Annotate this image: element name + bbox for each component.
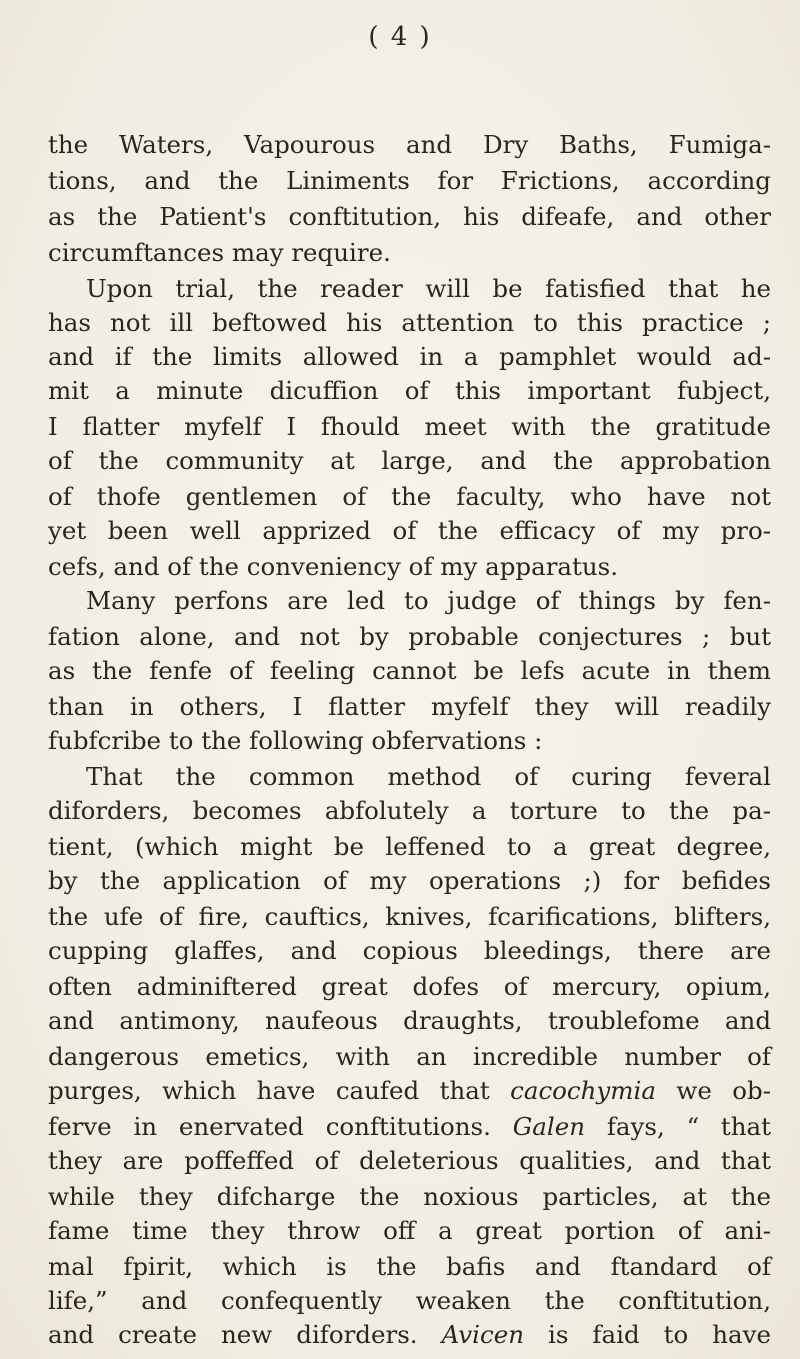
text-line: as the Patient's conftitution, his difeafe, and other <box>48 202 771 231</box>
italic-name: Galen <box>512 1112 586 1141</box>
text-line: often adminiftered great dofes of mercury, opium, <box>48 972 771 1001</box>
text-segment: we ob- <box>655 1076 771 1105</box>
text-line: they are poffeffed of deleterious qualities, and that <box>48 1146 771 1175</box>
text-line: of thofe gentlemen of the faculty, who have not <box>48 482 771 511</box>
text-line <box>48 1074 771 1108</box>
italic-term: cacochymia <box>510 1076 656 1105</box>
text-line: than in others, I flatter myfelf they will readily <box>48 692 771 721</box>
text-segment: purges, which have caufed that <box>48 1076 511 1105</box>
text-line: while they difcharge the noxious particles, at the <box>48 1182 771 1211</box>
text-line: has not ill beftowed his attention to this practice ; <box>48 308 771 337</box>
text-line: fame time they throw off a great portion of ani- <box>48 1216 771 1245</box>
text-segment: fays, “ that <box>585 1112 772 1141</box>
text-line: dangerous emetics, with an incredible number of <box>48 1042 771 1071</box>
paragraph-first-line: Upon trial, the reader will be fatisfied that he <box>86 274 771 303</box>
text-segment: is faid to have <box>523 1320 771 1349</box>
text-line: tient, (which might be leffened to a great degree, <box>48 832 771 861</box>
text-line: fubfcribe to the following obfervations : <box>48 726 543 755</box>
text-line: of the community at large, and the approbation <box>48 446 771 475</box>
text-line: cefs, and of the conveniency of my apparatus. <box>48 552 618 581</box>
paragraph-first-line: Many perfons are led to judge of things by fen- <box>86 586 771 615</box>
text-line: and antimony, naufeous draughts, troublefome and <box>48 1006 771 1035</box>
text-line: circumftances may require. <box>48 238 391 267</box>
text-line: diforders, becomes abfolutely a torture to the pa- <box>48 796 771 825</box>
text-line: tions, and the Liniments for Frictions, according <box>48 166 771 195</box>
text-line <box>48 1318 771 1352</box>
text-segment: ferve in enervated conftitutions. <box>48 1112 513 1141</box>
text-line: as the fenfe of feeling cannot be lefs acute in them <box>48 656 771 685</box>
italic-name: Avicen <box>441 1320 524 1349</box>
text-line: mal fpirit, which is the bafis and ftandard of <box>48 1252 771 1281</box>
text-line: life,” and confequently weaken the conftitution, <box>48 1286 771 1315</box>
text-line: and if the limits allowed in a pamphlet would ad- <box>48 342 771 371</box>
text-line: fation alone, and not by probable conjectures ; but <box>48 622 771 651</box>
text-segment: and create new diforders. <box>48 1320 442 1349</box>
text-line: yet been well apprized of the efficacy of my pro- <box>48 516 771 545</box>
text-line: by the application of my operations ;) for befides <box>48 866 771 895</box>
page-number: ( 4 ) <box>368 22 432 52</box>
text-line: cupping glaffes, and copious bleedings, there are <box>48 936 771 965</box>
text-line: the Waters, Vapourous and Dry Baths, Fumiga- <box>48 130 771 159</box>
paragraph-first-line: That the common method of curing feveral <box>86 762 771 791</box>
text-line: the ufe of fire, cauftics, knives, fcarifications, blifters, <box>48 902 771 931</box>
text-line: I flatter myfelf I fhould meet with the gratitude <box>48 412 771 441</box>
text-line: mit a minute dicuffion of this important fubject, <box>48 376 771 405</box>
text-line <box>48 1110 771 1144</box>
